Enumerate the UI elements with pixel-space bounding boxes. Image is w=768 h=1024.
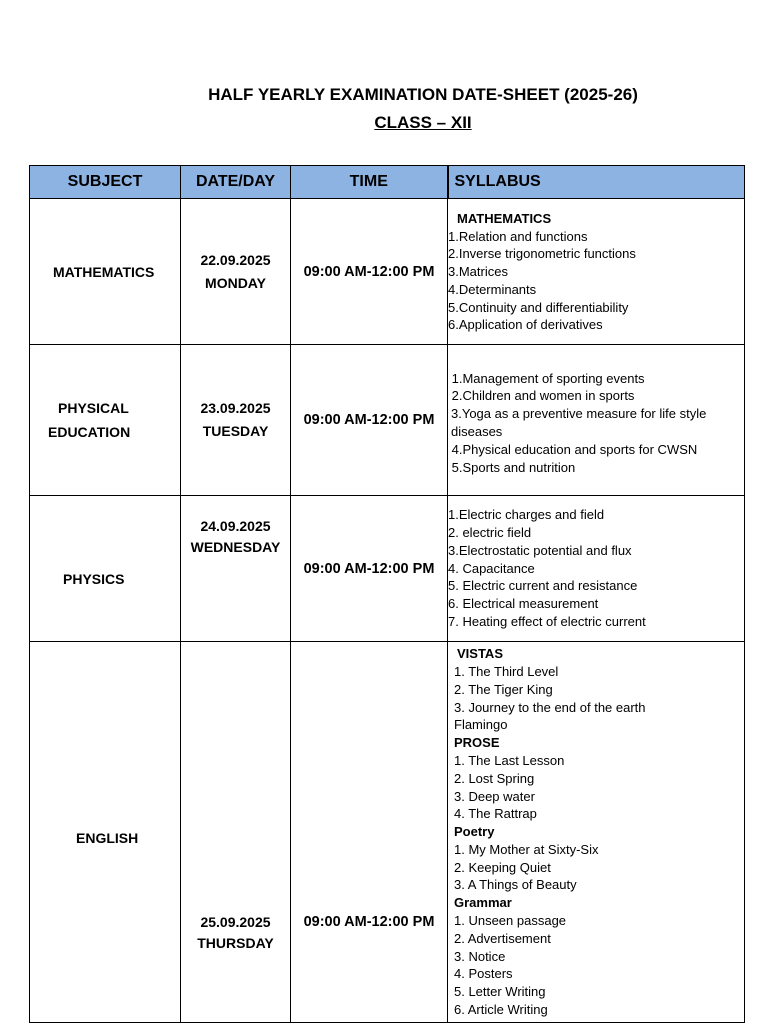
syllabus-item: 2.Inverse trigonometric functions: [448, 246, 636, 262]
subject-cell: [30, 199, 181, 345]
subject-name: PHYSICS: [63, 570, 125, 587]
syllabus-item: 2.Children and women in sports: [448, 388, 635, 404]
syllabus-item: 3. Notice: [454, 948, 506, 964]
exam-date: 22.09.2025: [200, 251, 271, 268]
syllabus-item: 1.Management of sporting events: [448, 370, 645, 386]
syllabus-cell: [448, 642, 745, 1023]
time-cell: 09:00 AM-12:00 PM: [291, 496, 448, 642]
syllabus-item: 2. Keeping Quiet: [454, 859, 551, 875]
subject-name: EDUCATION: [48, 424, 131, 440]
exam-date: 24.09.2025: [200, 518, 271, 534]
date-cell: [181, 642, 291, 1023]
date-cell: [181, 199, 291, 345]
syllabus-item: 1. Unseen passage: [454, 913, 567, 929]
subject-name: PHYSICAL: [58, 400, 129, 416]
subject-name: ENGLISH: [76, 830, 139, 846]
syllabus-item: 4. The Rattrap: [454, 806, 537, 822]
table-row: [30, 642, 745, 1023]
syllabus-item: 1. My Mother at Sixty-Six: [454, 841, 599, 857]
syllabus-item: 5.Sports and nutrition: [448, 459, 576, 475]
syllabus-item: 6. Article Writing: [454, 1002, 548, 1018]
column-header-syllabus: SYLLABUS: [448, 166, 745, 199]
syllabus-item: 7. Heating effect of electric current: [448, 613, 646, 629]
exam-day: MONDAY: [205, 274, 266, 291]
time-cell: [291, 642, 448, 1023]
syllabus-item: 3. A Things of Beauty: [454, 877, 577, 893]
column-header-time: TIME: [291, 166, 448, 199]
syllabus-item: 1.Electric charges and field: [448, 507, 605, 523]
syllabus-item: 2. electric field: [448, 525, 532, 540]
syllabus-heading: VISTAS: [457, 646, 503, 662]
syllabus-heading: Grammar: [454, 895, 512, 911]
exam-day: TUESDAY: [202, 423, 269, 439]
syllabus-item: 5. Electric current and resistance: [448, 578, 638, 594]
syllabus-cell: [448, 345, 745, 496]
syllabus-item: 4.Determinants: [448, 281, 537, 297]
syllabus-heading: PROSE: [454, 735, 500, 751]
subject-cell: [30, 345, 181, 496]
exam-day: WEDNESDAY: [190, 539, 281, 555]
subject-cell: [30, 496, 181, 642]
syllabus-item: 5.Continuity and differentiability: [448, 299, 629, 315]
syllabus-item: Flamingo: [454, 717, 508, 733]
table-row: [30, 199, 745, 345]
table-row: [30, 345, 745, 496]
syllabus-cell: [448, 199, 745, 345]
column-header-subject: SUBJECT: [30, 166, 181, 199]
time-cell: 09:00 AM-12:00 PM: [291, 199, 448, 345]
subject-cell: [30, 642, 181, 1023]
syllabus-item: 4. Capacitance: [448, 560, 535, 576]
exam-day: THURSDAY: [197, 935, 274, 951]
syllabus-item: 2. Advertisement: [454, 930, 551, 946]
table-row: [30, 496, 745, 642]
syllabus-item: 1. The Last Lesson: [454, 752, 565, 768]
syllabus-item: 2. The Tiger King: [454, 681, 553, 697]
document-title: HALF YEARLY EXAMINATION DATE-SHEET (2025-26): [208, 85, 638, 104]
time-cell: 09:00 AM-12:00 PM: [291, 345, 448, 496]
syllabus-item: 5. Letter Writing: [454, 984, 546, 1000]
syllabus-item: 4. Posters: [454, 966, 513, 982]
exam-date: 23.09.2025: [200, 400, 271, 416]
syllabus-item: 3.Matrices: [448, 264, 508, 280]
syllabus-item: 3. Deep water: [454, 788, 535, 804]
date-cell: [181, 345, 291, 496]
subject-name: MATHEMATICS: [53, 263, 155, 280]
exam-date: 25.09.2025: [200, 914, 271, 930]
syllabus-item: 4.Physical education and sports for CWSN: [448, 441, 698, 457]
syllabus-item: 1.Relation and functions: [448, 228, 588, 244]
syllabus-cell: [448, 496, 745, 642]
date-cell: [181, 496, 291, 642]
syllabus-item: 3. Journey to the end of the earth: [454, 699, 646, 715]
syllabus-heading: MATHEMATICS: [457, 210, 552, 226]
syllabus-item: 6. Electrical measurement: [448, 596, 599, 612]
column-header-date: DATE/DAY: [181, 166, 291, 199]
syllabus-item: 2. Lost Spring: [454, 770, 535, 786]
syllabus-item: 3.Electrostatic potential and flux: [448, 542, 632, 558]
syllabus-item: 1. The Third Level: [454, 663, 559, 679]
syllabus-item: 6.Application of derivatives: [448, 317, 603, 333]
date-sheet-table: [29, 165, 745, 1023]
exam-time: 09:00 AM-12:00 PM: [303, 914, 435, 930]
class-label: CLASS – XII: [374, 113, 472, 132]
syllabus-heading: Poetry: [454, 824, 495, 840]
syllabus-item: 3.Yoga as a preventive measure for life style diseases: [451, 406, 707, 439]
table-header-row: [30, 166, 745, 199]
